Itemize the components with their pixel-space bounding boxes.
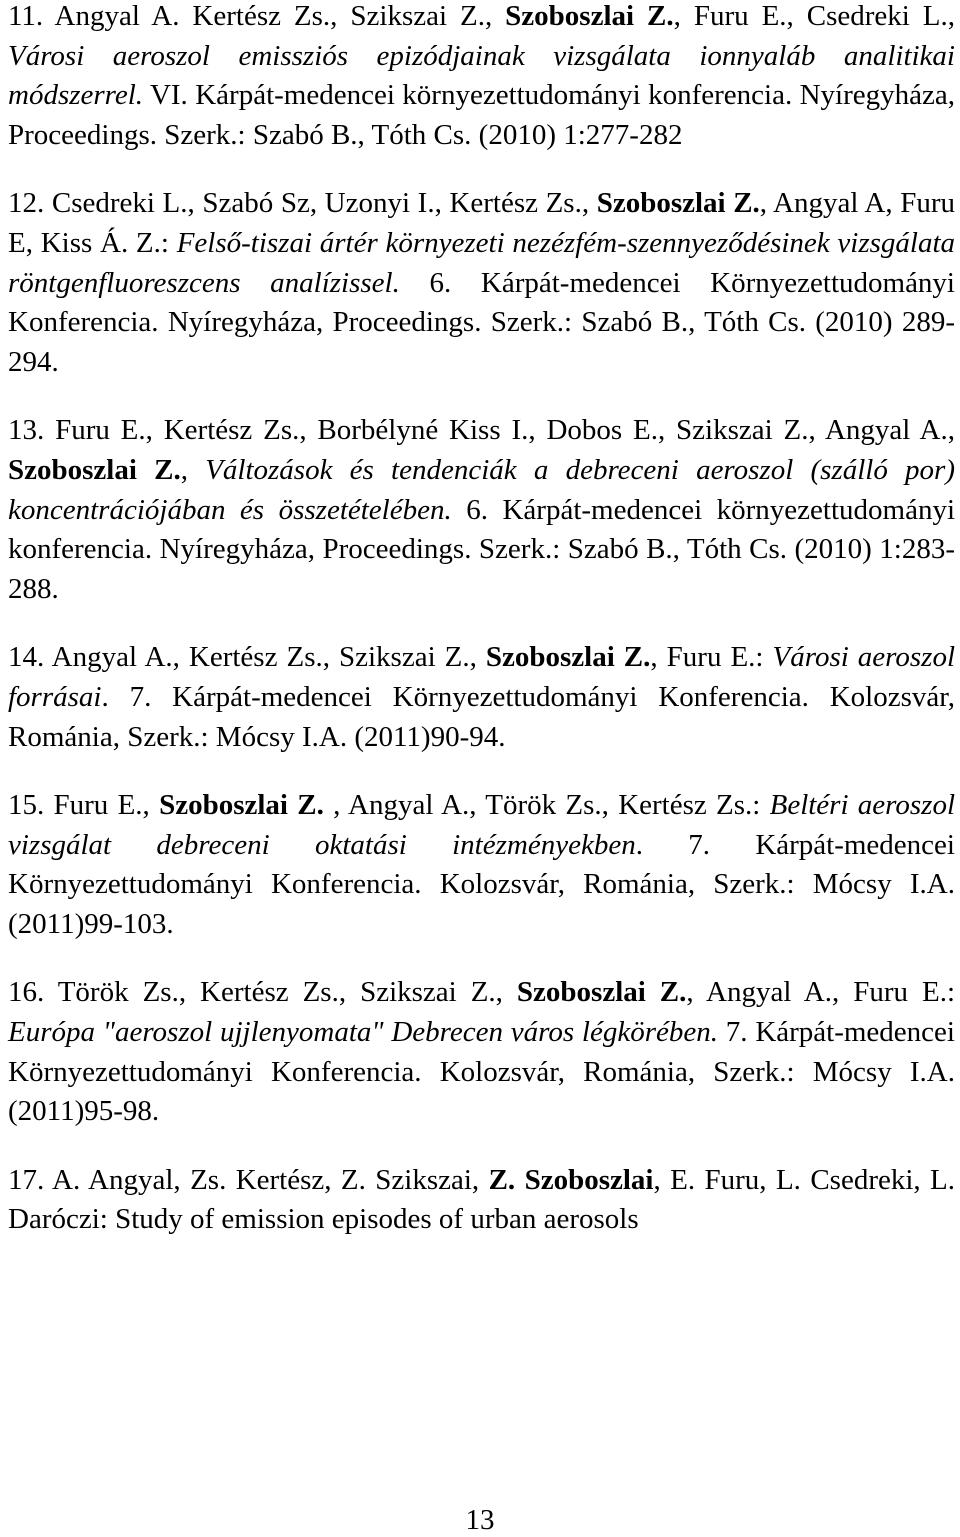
reference-item <box>8 786 955 944</box>
reference-authors-continued: , Furu E., Csedreki L., <box>673 0 955 32</box>
reference-number: 16. <box>8 976 45 1009</box>
reference-authors-continued: , Furu E.: <box>650 641 773 674</box>
reference-source: 7. Kárpát-medencei Környezettudományi Konferencia. Kolozsvár, Románia, Szerk.: Mócsy I.A. (2011)95-98. <box>8 1016 955 1128</box>
reference-number: 17. <box>8 1163 45 1196</box>
reference-item <box>8 1161 955 1240</box>
reference-source: VI. Kárpát-medencei környezettudományi konferencia. Nyíregyháza, Proceedings. Szerk.: Szabó B., Tóth Cs. (2010) 1:277-282 <box>8 79 955 151</box>
reference-source: 6. Kárpát-medencei környezettudományi konferencia. Nyíregyháza, Proceedings. Szerk.: Szabó B., Tóth Cs. (2010) 1:283-288. <box>8 493 955 605</box>
reference-item <box>8 184 955 382</box>
reference-authors-continued: , Angyal A., Furu E.: <box>686 976 955 1009</box>
reference-authors: Furu E., <box>44 789 160 822</box>
reference-authors: Török Zs., Kertész Zs., Szikszai Z., <box>44 976 517 1009</box>
reference-item <box>8 0 955 155</box>
reference-list <box>8 0 955 1269</box>
reference-item <box>8 973 955 1131</box>
reference-authors: Furu E., Kertész Zs., Borbélyné Kiss I., Dobos E., Szikszai Z., Angyal A., <box>44 414 955 447</box>
reference-source: . 7. Kárpát-medencei Környezettudományi Konferencia. Kolozsvár, Románia, Szerk.: Mócsy I.A. (2011)90-94. <box>8 680 955 753</box>
reference-authors: A. Angyal, Zs. Kertész, Z. Szikszai, <box>44 1163 489 1196</box>
reference-number: 14. <box>8 641 45 674</box>
reference-highlighted-author: Z. Szoboszlai <box>488 1163 654 1196</box>
reference-source: . 7. Kárpát-medencei Környezettudományi Konferencia. Kolozsvár, Románia, Szerk.: Mócsy I.A. (2011)99-103. <box>8 828 955 940</box>
reference-number: 15. <box>8 789 45 822</box>
reference-highlighted-author: Szoboszlai Z. <box>159 789 324 822</box>
reference-authors-continued: , Angyal A., Török Zs., Kertész Zs.: <box>323 789 770 822</box>
reference-highlighted-author: Szoboszlai Z. <box>485 641 651 674</box>
reference-authors-continued: , <box>180 453 206 486</box>
reference-title: Európa "aeroszol ujjlenyomata" Debrecen város légkörében. <box>8 1016 718 1049</box>
reference-item <box>8 411 955 609</box>
reference-authors-continued: , E. Furu, L. Csedreki, L. Daróczi: Study of emission episodes of urban aerosols <box>8 1163 956 1236</box>
reference-title: Beltéri aeroszol vizsgálat debreceni oktatási intézményekben <box>8 789 956 861</box>
page-number: 13 <box>465 1504 495 1536</box>
reference-highlighted-author: Szoboszlai Z. <box>505 0 674 32</box>
reference-source: 6. Kárpát-medencei Környezettudományi Konferencia. Nyíregyháza, Proceedings. Szerk.: Szabó B., Tóth Cs. (2010) 289-294. <box>8 266 955 378</box>
reference-title: Változások és tendenciák a debreceni aeroszol (szálló por) koncentrációjában és összetételében. <box>8 453 955 526</box>
reference-title: Városi aeroszol forrásai <box>8 641 956 713</box>
reference-highlighted-author: Szoboszlai Z. <box>516 976 687 1009</box>
reference-authors: Csedreki L., Szabó Sz, Uzonyi I., Kertész Zs., <box>44 187 597 220</box>
reference-highlighted-author: Szoboszlai Z. <box>8 453 181 486</box>
reference-authors: Angyal A., Kertész Zs., Szikszai Z., <box>44 641 486 674</box>
reference-number: 11. <box>8 0 44 32</box>
reference-authors-continued: , Angyal A, Furu E, Kiss Á. Z.: <box>8 187 956 259</box>
reference-highlighted-author: Szoboszlai Z. <box>596 187 760 220</box>
reference-authors: Angyal A. Kertész Zs., Szikszai Z., <box>43 0 506 32</box>
reference-item <box>8 638 955 757</box>
reference-title: Városi aeroszol emissziós epizódjainak vizsgálata ionnyaláb analitikai módszerrel. <box>8 39 955 112</box>
reference-title: Felső-tiszai ártér környezeti nezézfém-szennyeződésinek vizsgálata röntgenfluoreszcens analízissel. <box>8 226 956 299</box>
reference-number: 12. <box>8 187 45 220</box>
reference-number: 13. <box>8 414 45 447</box>
